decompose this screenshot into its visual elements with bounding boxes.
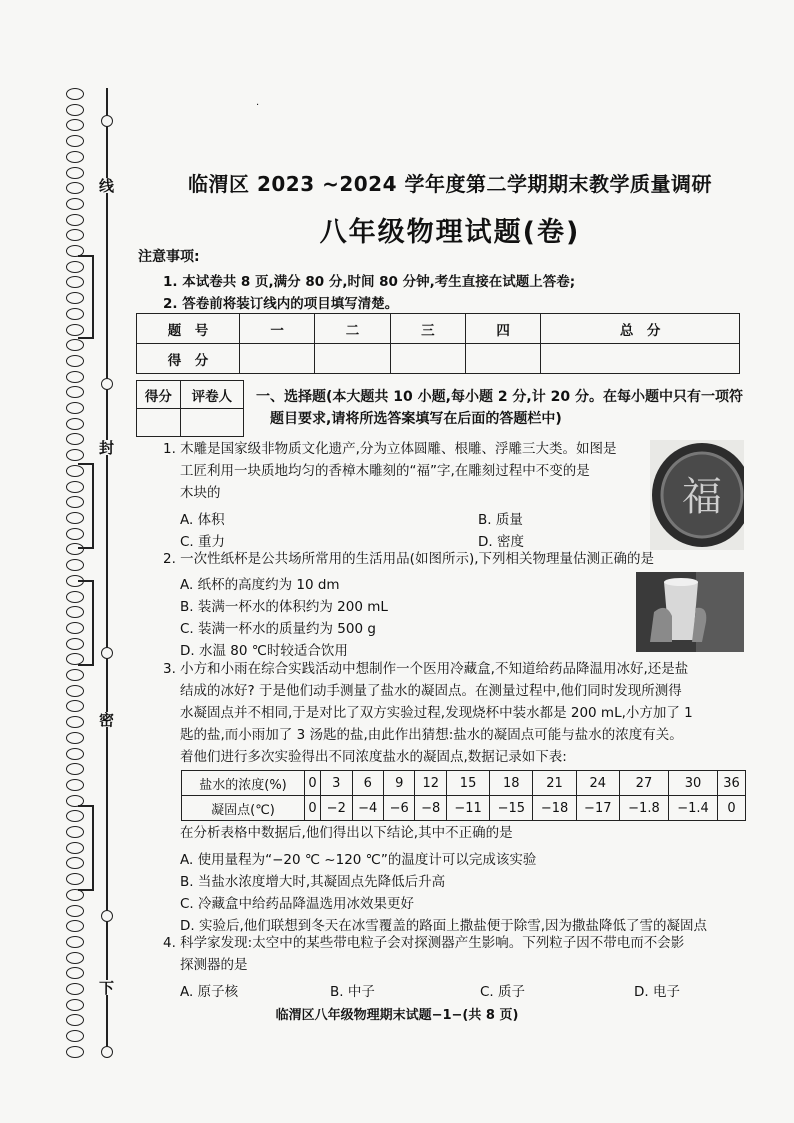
- coil-loop: [66, 669, 84, 681]
- note-item: 1. 本试卷共 8 页,满分 80 分,时间 80 分钟,考生直接在试题上答卷;: [163, 274, 576, 290]
- binding-dot: [101, 378, 113, 390]
- info-bracket: [78, 463, 94, 549]
- option-d: D. 密度: [478, 534, 524, 550]
- freezing-point-cell: 0: [718, 796, 746, 821]
- binding-dot: [101, 910, 113, 922]
- option-c: C. 冷藏盒中给药品降温选用冰效果更好: [180, 896, 415, 912]
- table-row: [182, 771, 746, 796]
- option-c: C. 质子: [480, 984, 526, 1000]
- concentration-cell: 24: [576, 771, 619, 796]
- coil-loop: [66, 339, 84, 351]
- coil-loop: [66, 685, 84, 697]
- question-3-line: 水凝固点并不相同,于是对比了双方实验过程,发现烧杯中装水都是 200 mL,小方加了 1: [180, 705, 693, 721]
- exam-subtitle: 八年级物理试题(卷): [319, 217, 581, 248]
- exam-title: 临渭区 2023 ~2024 学年度第二学期期末教学质量调研: [188, 172, 712, 196]
- fu-character: 福: [682, 474, 722, 520]
- coil-loop: [66, 983, 84, 995]
- section-line: 一、选择题(本大题共 10 小题,每小题 2 分,计 20 分。在每小题中只有一项符: [256, 389, 743, 405]
- binding-dot: [101, 647, 113, 659]
- coil-loop: [66, 936, 84, 948]
- coil-loop: [66, 433, 84, 445]
- binding-dot: [101, 115, 113, 127]
- freezing-point-cell: −8: [415, 796, 446, 821]
- concentration-cell: 15: [446, 771, 489, 796]
- coil-loop: [66, 449, 84, 461]
- binding-char-secret: 密: [97, 712, 115, 727]
- score-cell[interactable]: [541, 344, 740, 374]
- coil-loop: [66, 214, 84, 226]
- question-3-line: 着他们进行多次实验得出不同浓度盐水的凝固点,数据记录如下表:: [180, 749, 567, 765]
- wood-carving-image: [650, 440, 744, 550]
- question-4-line: 4. 科学家发现:太空中的某些带电粒子会对探测器产生影响。下列粒子因不带电而不会影: [163, 935, 685, 951]
- coil-loop: [66, 1046, 84, 1058]
- table-header-cell: 得 分: [137, 344, 240, 374]
- question-1-line: 木块的: [180, 485, 221, 501]
- info-bracket: [78, 580, 94, 666]
- freezing-point-cell: −4: [352, 796, 383, 821]
- option-b: B. 当盐水浓度增大时,其凝固点先降低后升高: [180, 874, 446, 890]
- coil-loop: [66, 88, 84, 100]
- grader-cell[interactable]: [137, 409, 181, 437]
- concentration-cell: 27: [619, 771, 668, 796]
- score-cell[interactable]: [240, 344, 315, 374]
- freezing-point-cell: −1.4: [669, 796, 718, 821]
- freezing-point-cell: −1.8: [619, 796, 668, 821]
- note-item: 2. 答卷前将装订线内的项目填写清楚。: [163, 296, 399, 312]
- table-header-cell: 二: [315, 314, 390, 344]
- question-3-line: 匙的盐,而小雨加了 3 汤匙的盐,由此作出猜想:盐水的凝固点可能与盐水的浓度有关。: [180, 727, 683, 743]
- coil-loop: [66, 559, 84, 571]
- score-table: [136, 313, 740, 374]
- section-heading: [256, 386, 746, 430]
- concentration-cell: 6: [352, 771, 383, 796]
- table-row: [137, 314, 740, 344]
- table-row: [182, 796, 746, 821]
- option-c: C. 装满一杯水的质量约为 500 g: [180, 621, 376, 637]
- table-header-cell: 三: [390, 314, 465, 344]
- coil-loop: [66, 355, 84, 367]
- freezing-point-cell: −15: [490, 796, 533, 821]
- option-d: D. 电子: [634, 984, 680, 1000]
- table-row: [137, 381, 244, 409]
- freezing-point-cell: −6: [383, 796, 414, 821]
- option-a: A. 使用量程为“−20 ℃ ~120 ℃”的温度计可以完成该实验: [180, 852, 537, 868]
- coil-loop: [66, 167, 84, 179]
- question-3-after: 在分析表格中数据后,他们得出以下结论,其中不正确的是: [180, 825, 513, 841]
- coil-loop: [66, 967, 84, 979]
- grader-cell[interactable]: [180, 409, 243, 437]
- coil-loop: [66, 732, 84, 744]
- option-a: A. 体积: [180, 512, 225, 528]
- binding-char-seal: 封: [97, 440, 115, 455]
- option-a: A. 纸杯的高度约为 10 dm: [180, 577, 340, 593]
- concentration-cell: 9: [383, 771, 414, 796]
- coil-loop: [66, 748, 84, 760]
- coil-loop: [66, 716, 84, 728]
- binding-dot: [101, 1046, 113, 1058]
- coil-loop: [66, 952, 84, 964]
- binding-margin: [0, 0, 150, 1123]
- page-footer: 临渭区八年级物理期末试题−1−(共 8 页): [275, 1008, 519, 1023]
- table-header-cell: 盐水的浓度(%): [182, 771, 305, 796]
- question-3-line: 结成的冰好? 于是他们动手测量了盐水的凝固点。在测量过程中,他们同时发现所测得: [180, 683, 682, 699]
- coil-loop: [66, 905, 84, 917]
- table-header-cell: 四: [465, 314, 540, 344]
- concentration-cell: 36: [718, 771, 746, 796]
- coil-loop: [66, 700, 84, 712]
- concentration-cell: 3: [321, 771, 352, 796]
- table-row: [137, 409, 244, 437]
- speck: ·: [256, 100, 260, 111]
- freezing-point-cell: −17: [576, 796, 619, 821]
- option-b: B. 装满一杯水的体积约为 200 mL: [180, 599, 388, 615]
- coil-loop: [66, 135, 84, 147]
- option-a: A. 原子核: [180, 984, 239, 1000]
- score-cell[interactable]: [390, 344, 465, 374]
- coil-loop: [66, 182, 84, 194]
- coil-loop: [66, 402, 84, 414]
- coil-loop: [66, 763, 84, 775]
- salt-water-table: [181, 770, 746, 821]
- option-d: D. 水温 80 ℃时较适合饮用: [180, 643, 348, 659]
- grader-box: [136, 380, 244, 437]
- freezing-point-cell: −18: [533, 796, 576, 821]
- grader-header: 得分: [137, 381, 181, 409]
- binding-char-below: 下: [97, 980, 115, 995]
- coil-loop: [66, 386, 84, 398]
- score-cell[interactable]: [315, 344, 390, 374]
- score-cell[interactable]: [465, 344, 540, 374]
- table-header-cell: 总 分: [541, 314, 740, 344]
- notes-heading: 注意事项:: [138, 249, 200, 265]
- coil-loop: [66, 229, 84, 241]
- info-bracket: [78, 805, 94, 891]
- binding-char-line: 线: [97, 178, 115, 193]
- table-header-cell: 题 号: [137, 314, 240, 344]
- coil-loop: [66, 920, 84, 932]
- coil-loop: [66, 779, 84, 791]
- freezing-point-cell: −11: [446, 796, 489, 821]
- freezing-point-cell: 0: [305, 796, 321, 821]
- table-row: [137, 344, 740, 374]
- coil-loop: [66, 371, 84, 383]
- question-1-line: 1. 木雕是国家级非物质文化遗产,分为立体圆雕、根雕、浮雕三大类。如图是: [163, 441, 617, 457]
- table-header-cell: 一: [240, 314, 315, 344]
- question-4-line: 探测器的是: [180, 957, 248, 973]
- paper-cup-image: [636, 572, 744, 652]
- coil-loop: [66, 151, 84, 163]
- concentration-cell: 18: [490, 771, 533, 796]
- concentration-cell: 30: [669, 771, 718, 796]
- coil-loop: [66, 119, 84, 131]
- binding-coil: [66, 88, 88, 1058]
- grader-header: 评卷人: [180, 381, 243, 409]
- table-header-cell: 凝固点(℃): [182, 796, 305, 821]
- freezing-point-cell: −2: [321, 796, 352, 821]
- concentration-cell: 21: [533, 771, 576, 796]
- option-b: B. 中子: [330, 984, 375, 1000]
- coil-loop: [66, 198, 84, 210]
- section-line: 题目要求,请将所选答案填写在后面的答题栏中): [270, 411, 562, 427]
- concentration-cell: 0: [305, 771, 321, 796]
- question-2-stem: 2. 一次性纸杯是公共场所常用的生活用品(如图所示),下列相关物理量估测正确的是: [163, 551, 654, 567]
- option-b: B. 质量: [478, 512, 523, 528]
- info-bracket: [78, 255, 94, 339]
- question-3-line: 3. 小方和小雨在综合实践活动中想制作一个医用冷藏盒,不知道给药品降温用冰好,还是盐: [163, 661, 689, 677]
- coil-loop: [66, 104, 84, 116]
- option-d: D. 实验后,他们联想到冬天在冰雪覆盖的路面上撒盐便于除雪,因为撒盐降低了雪的凝固点: [180, 918, 708, 934]
- option-c: C. 重力: [180, 534, 226, 550]
- coil-loop: [66, 418, 84, 430]
- question-1-line: 工匠利用一块质地均匀的香樟木雕刻的“福”字,在雕刻过程中不变的是: [180, 463, 590, 479]
- coil-loop: [66, 1030, 84, 1042]
- concentration-cell: 12: [415, 771, 446, 796]
